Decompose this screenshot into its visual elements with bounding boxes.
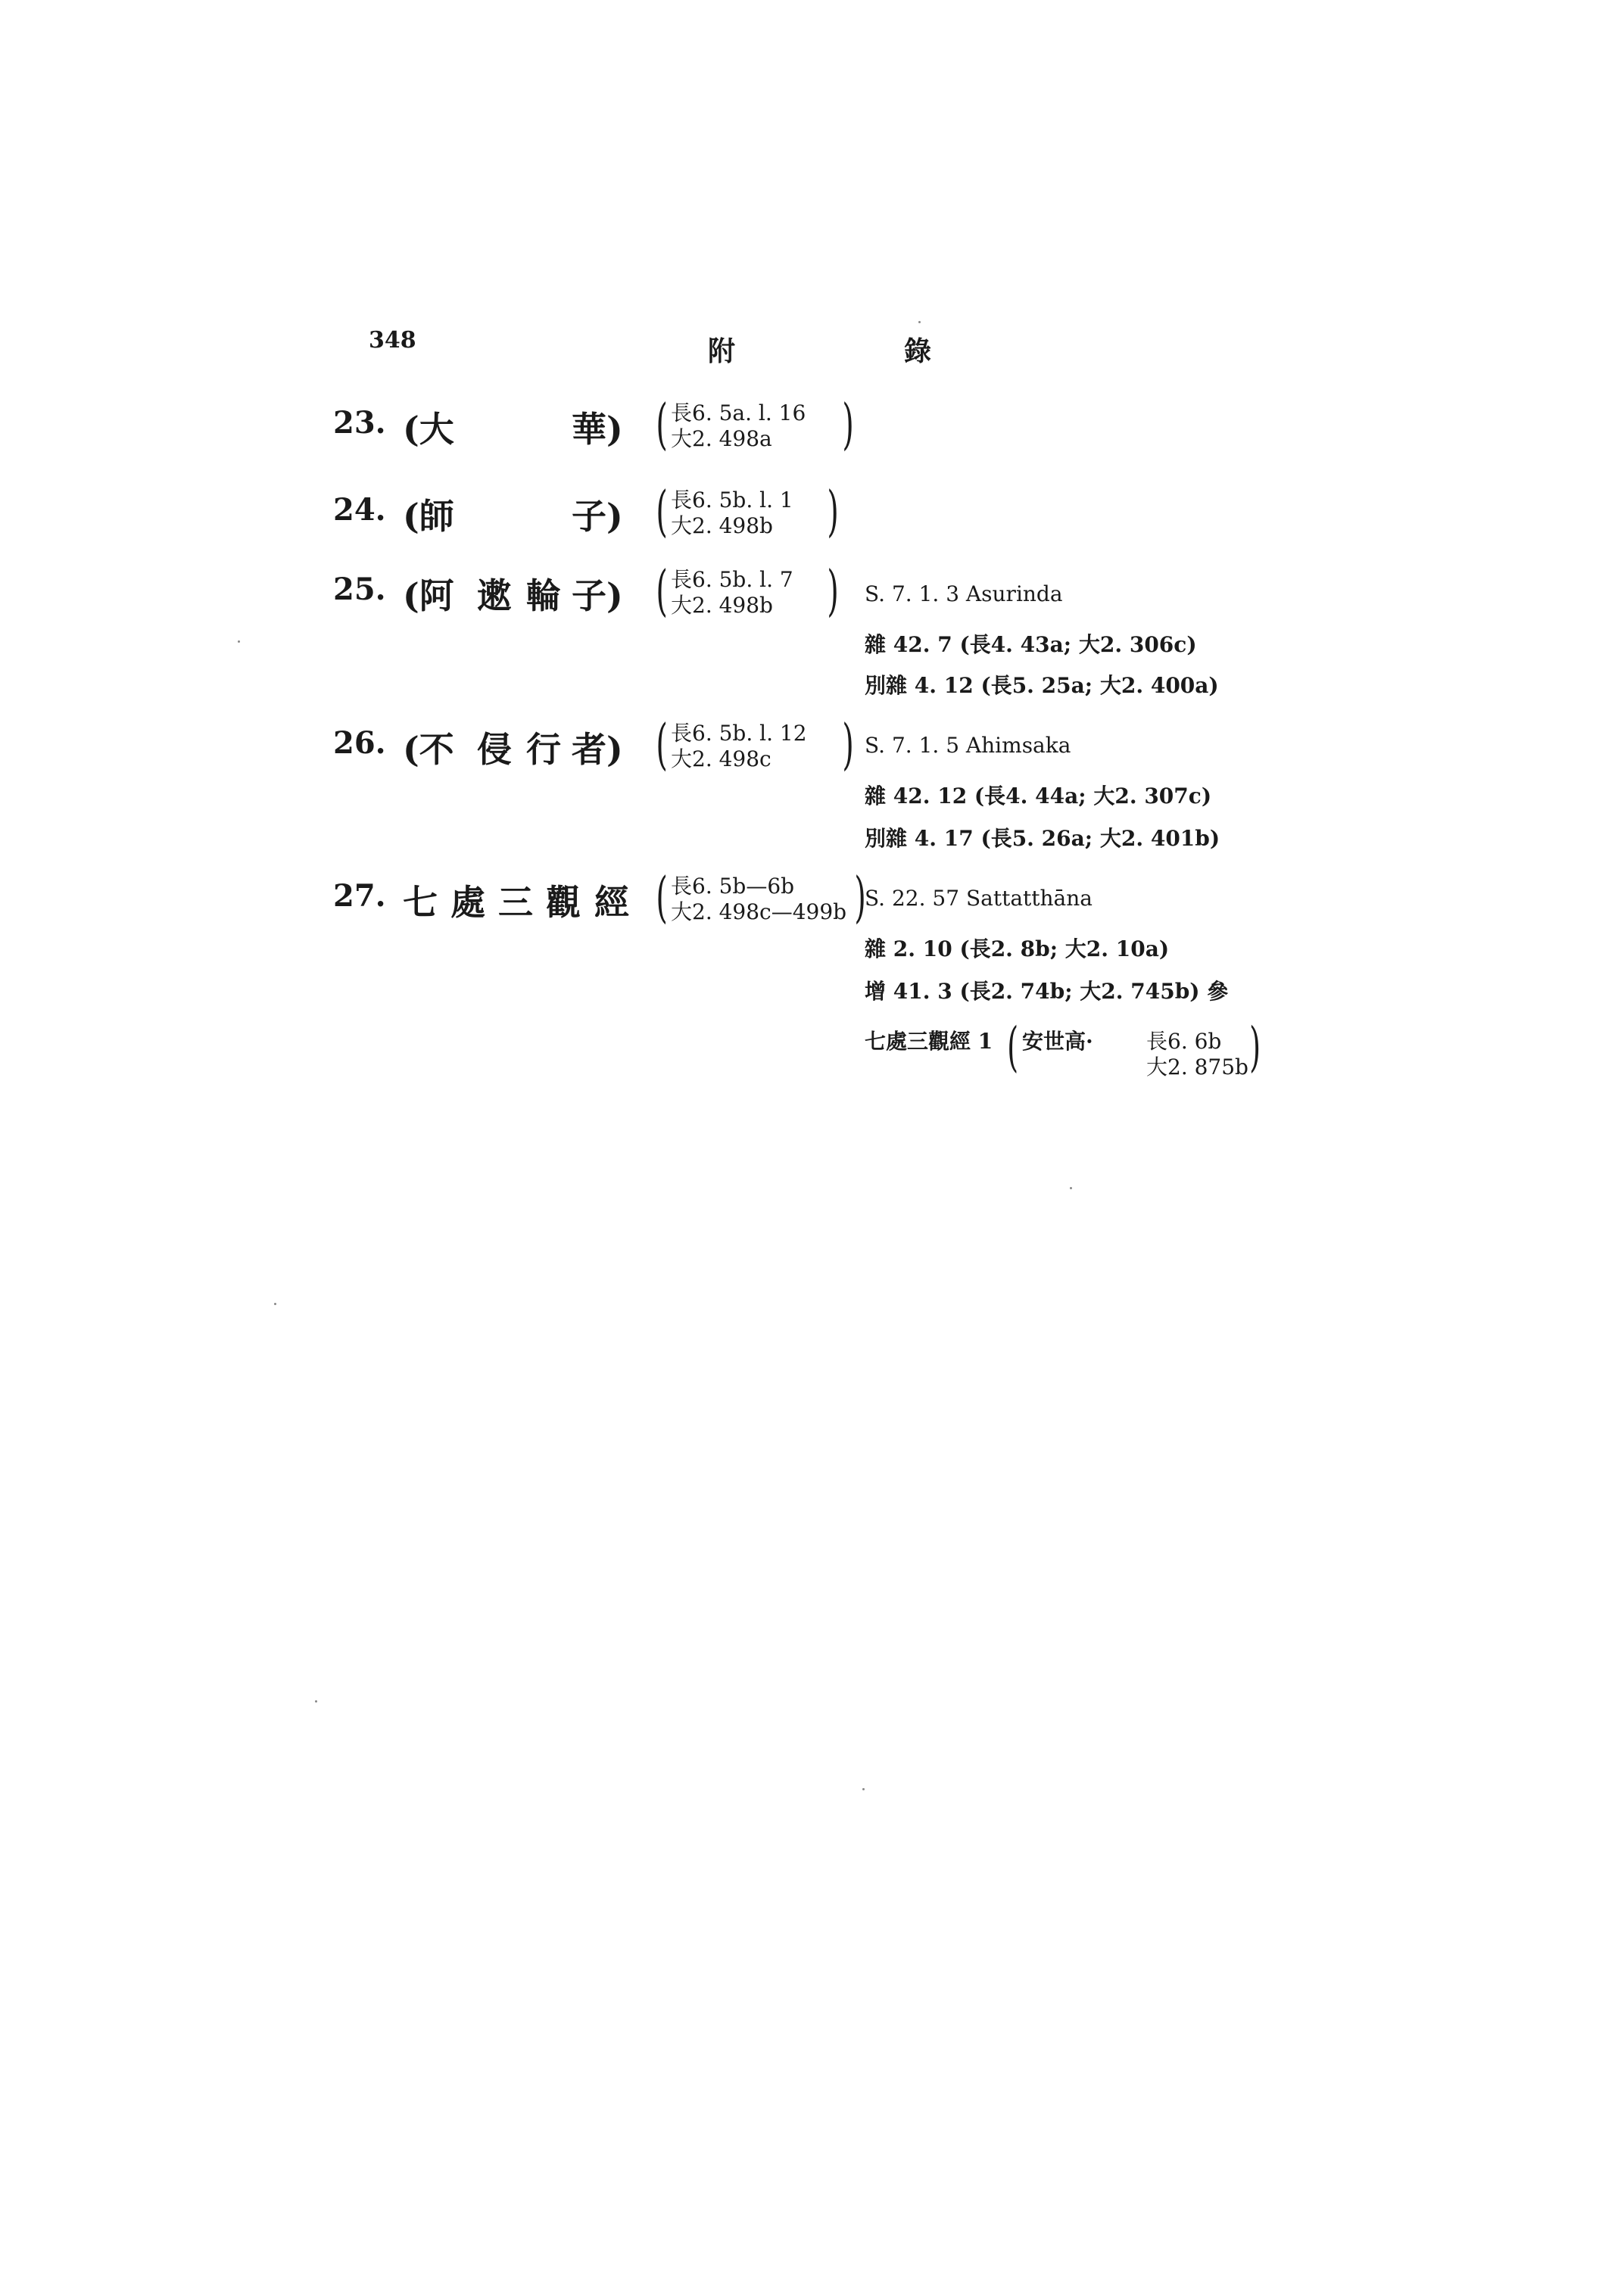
- header-left-word: 附: [708, 335, 736, 367]
- scan-speck: [918, 321, 921, 323]
- title-part: 子): [572, 496, 623, 537]
- title-part: 三: [498, 882, 533, 923]
- reference-line-1: 長6. 5b—6b: [671, 874, 795, 899]
- entry-number: 25.: [333, 572, 386, 607]
- reference-line-1: 長6. 5a. l. 16: [671, 400, 806, 425]
- entry-number: 26.: [333, 725, 386, 761]
- title-part: 七: [403, 882, 438, 923]
- reference-line-1: 長6. 5b. l. 7: [671, 567, 793, 592]
- scan-speck: [862, 1788, 865, 1790]
- parallel-text: 別雜 4. 12 (長5. 25a; 大2. 400a): [865, 673, 1219, 698]
- source-reference: ( 長6. 5a. l. 16 大2. 498a ): [656, 392, 854, 456]
- title-part: 侵: [477, 729, 512, 770]
- source-reference: ( 長6. 5b. l. 7 大2. 498b ): [656, 559, 839, 622]
- title-part: 輪: [526, 575, 561, 616]
- page-number: 348: [369, 327, 416, 354]
- reference-line-1: 長6. 5b. l. 12: [671, 721, 807, 746]
- entry-number: 24.: [333, 492, 386, 528]
- parallel-text: S. 22. 57 Sattatthāna: [865, 886, 1093, 911]
- title-part: 行: [526, 729, 561, 770]
- parallel-text: 雜 42. 12 (長4. 44a; 大2. 307c): [865, 784, 1212, 808]
- reference-line-2: 大2. 875b: [1146, 1055, 1248, 1080]
- title-part: 華): [572, 409, 623, 450]
- parallel-extra-label: 七處三觀經 1: [865, 1029, 993, 1054]
- reference-line-2: 大2. 498a: [671, 426, 772, 451]
- source-reference: ( 長6. 5b—6b 大2. 498c—499b ): [656, 865, 866, 929]
- scan-speck: [1070, 1187, 1072, 1189]
- parallel-text: 增 41. 3 (長2. 74b; 大2. 745b) 參: [865, 979, 1229, 1004]
- reference-line-2: 大2. 498c: [671, 746, 771, 771]
- reference-line-1: 長6. 6b: [1146, 1029, 1222, 1054]
- title-part: (師: [403, 496, 454, 537]
- parallel-text: 雜 42. 7 (長4. 43a; 大2. 306c): [865, 632, 1197, 657]
- title-part: (不: [403, 729, 454, 770]
- title-part: 經: [594, 882, 629, 923]
- title-part: 處: [450, 882, 485, 923]
- parallel-text: S. 7. 1. 5 Ahimsaka: [865, 733, 1071, 758]
- parallel-extra: 七處三觀經 1 ( 安世高· 長6. 6b 大2. 875b ): [865, 1016, 1261, 1080]
- title-part: 子): [572, 575, 623, 616]
- source-reference: ( 長6. 5b. l. 1 大2. 498b ): [656, 479, 839, 543]
- scan-speck: [238, 640, 240, 643]
- translator: 安世高·: [1022, 1029, 1093, 1054]
- reference-line-1: 長6. 5b. l. 1: [671, 488, 793, 512]
- reference-line-2: 大2. 498b: [671, 513, 773, 538]
- header-right-word: 錄: [904, 335, 932, 367]
- parallel-text: S. 7. 1. 3 Asurinda: [865, 581, 1063, 606]
- title-part: 者): [572, 729, 623, 770]
- entry-number: 23.: [333, 405, 386, 441]
- source-reference: ( 長6. 5b. l. 12 大2. 498c ): [656, 712, 854, 776]
- title-part: (大: [403, 409, 454, 450]
- title-part: 觀: [546, 882, 581, 923]
- reference-line-2: 大2. 498b: [671, 593, 773, 618]
- reference-line-2: 大2. 498c—499b: [671, 899, 847, 924]
- title-part: 遬: [477, 575, 512, 616]
- title-part: (阿: [403, 575, 454, 616]
- parallel-text: 雜 2. 10 (長2. 8b; 大2. 10a): [865, 936, 1170, 961]
- entry-number: 27.: [333, 878, 386, 914]
- scan-speck: [274, 1303, 276, 1305]
- scan-speck: [315, 1700, 317, 1703]
- parallel-text: 別雜 4. 17 (長5. 26a; 大2. 401b): [865, 826, 1220, 851]
